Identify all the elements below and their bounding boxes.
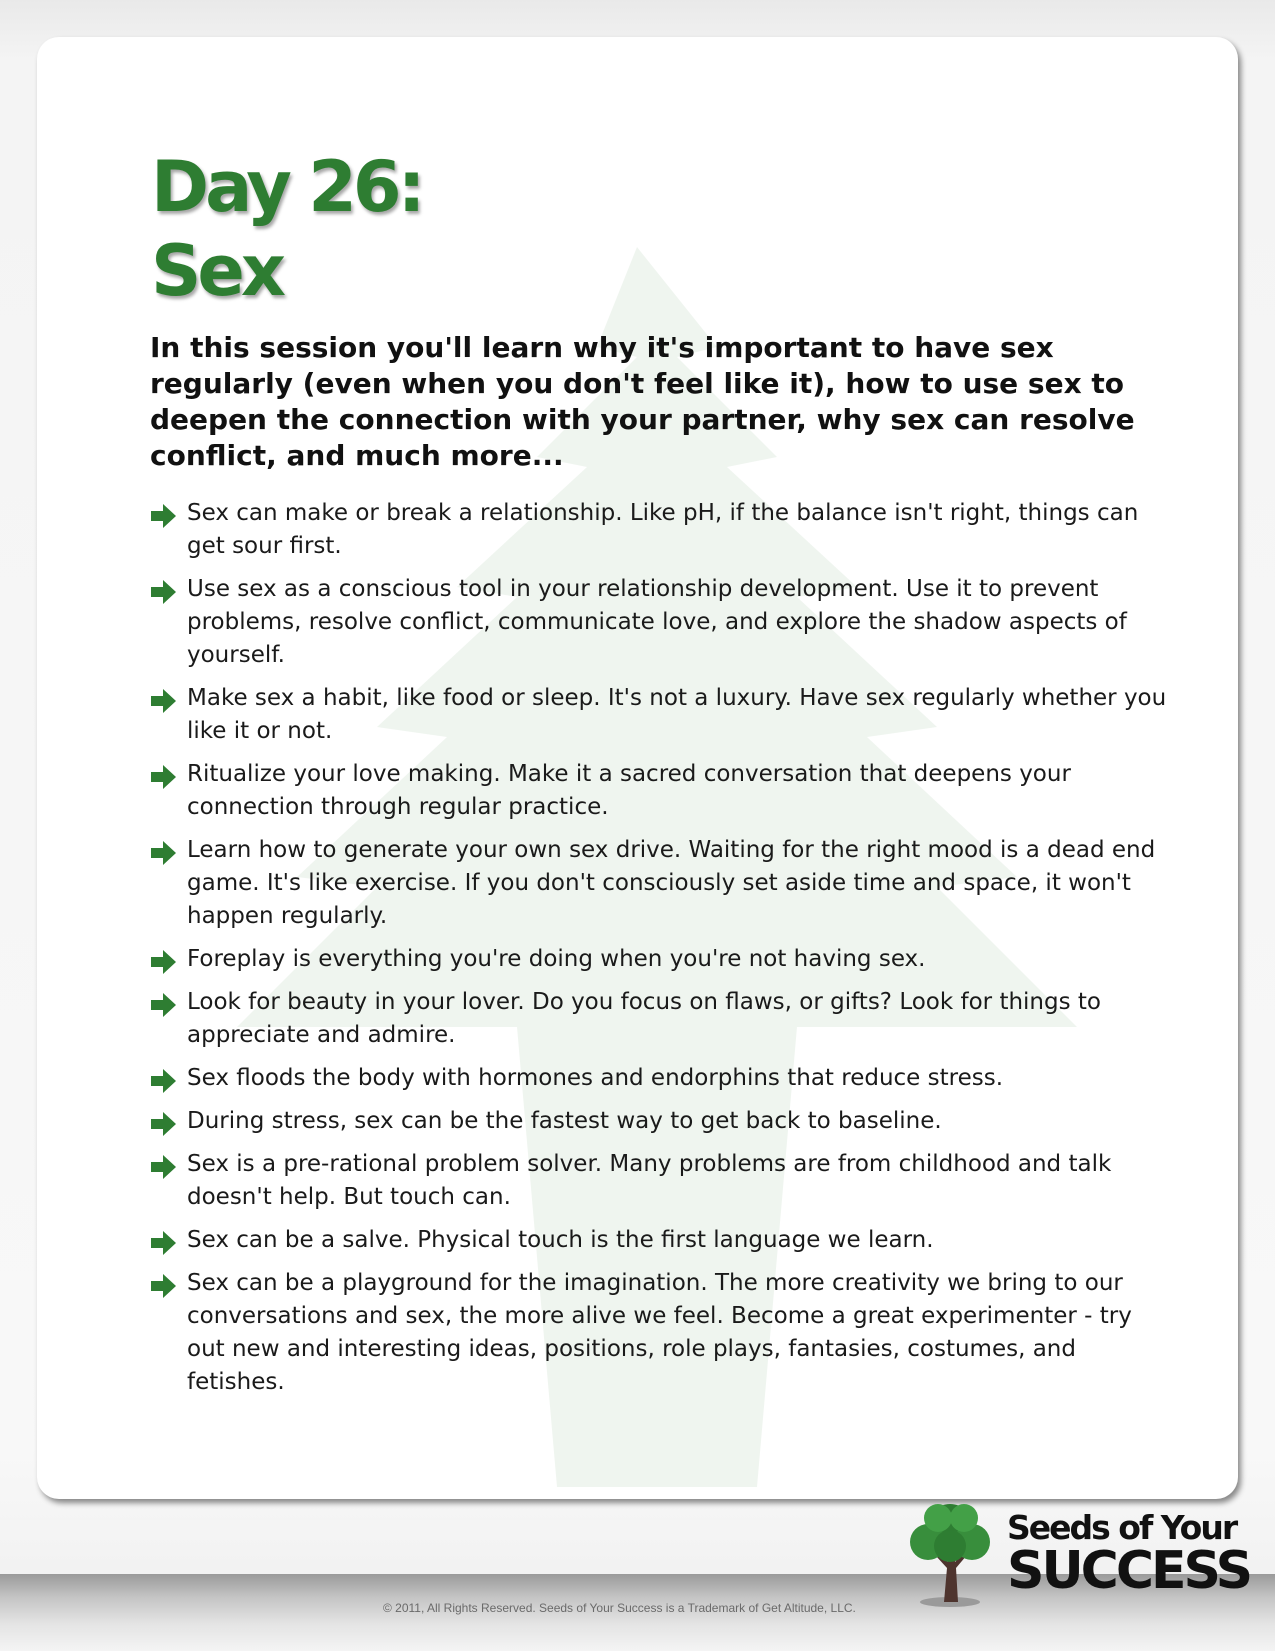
list-item: [149, 758, 1169, 824]
list-item: [149, 834, 1169, 933]
list-item-text: Make sex a habit, like food or sleep. It's not a luxury. Have sex regularly whether you like it or not.: [187, 685, 1167, 744]
list-item-text: Sex can make or break a relationship. Like pH, if the balance isn't right, things can get sour first.: [187, 500, 1139, 559]
list-item-text: During stress, sex can be the fastest way to get back to baseline.: [187, 1108, 942, 1134]
list-item-text: Sex floods the body with hormones and endorphins that reduce stress.: [187, 1065, 1004, 1091]
arrow-right-icon: [149, 764, 177, 790]
list-item: [149, 497, 1169, 563]
list-item-text: Learn how to generate your own sex drive. Waiting for the right mood is a dead end game. It's like exercise. If you don't consciously set aside time and space, it won't happen regularly.: [187, 837, 1156, 929]
arrow-right-icon: [149, 579, 177, 605]
list-item: [149, 943, 1169, 976]
logo-text-bottom: SUCCESS: [1007, 1541, 1251, 1601]
arrow-right-icon: [149, 949, 177, 975]
logo-text-top: Seeds of Your: [1007, 1508, 1237, 1547]
list-item: [149, 1105, 1169, 1138]
page-title: [151, 145, 422, 313]
list-item-text: Sex is a pre-rational problem solver. Many problems are from childhood and talk doesn't help. But touch can.: [187, 1151, 1112, 1210]
arrow-right-icon: [149, 1068, 177, 1094]
arrow-right-icon: [149, 503, 177, 529]
key-points-list: [149, 497, 1169, 1409]
list-item-text: Foreplay is everything you're doing when you're not having sex.: [187, 946, 926, 972]
content-card: [37, 37, 1238, 1499]
arrow-right-icon: [149, 840, 177, 866]
tree-icon: [900, 1498, 1000, 1610]
arrow-right-icon: [149, 992, 177, 1018]
list-item: [149, 1148, 1169, 1214]
list-item-text: Ritualize your love making. Make it a sacred conversation that deepens your connection through regular practice.: [187, 761, 1071, 820]
list-item: [149, 1224, 1169, 1257]
brand-logo: [900, 1498, 1251, 1610]
list-item-text: Sex can be a salve. Physical touch is the first language we learn.: [187, 1227, 934, 1253]
arrow-right-icon: [149, 688, 177, 714]
title-day: Day 26:: [151, 146, 422, 228]
arrow-right-icon: [149, 1273, 177, 1299]
list-item-text: Look for beauty in your lover. Do you focus on flaws, or gifts? Look for things to appreciate and admire.: [187, 989, 1101, 1048]
list-item: [149, 682, 1169, 748]
arrow-right-icon: [149, 1111, 177, 1137]
arrow-right-icon: [149, 1230, 177, 1256]
list-item: [149, 1267, 1169, 1399]
arrow-right-icon: [149, 1154, 177, 1180]
list-item-text: Use sex as a conscious tool in your relationship development. Use it to prevent problems, resolve conflict, communicate love, and explore the shadow aspects of yourself.: [187, 576, 1127, 668]
session-intro: In this session you'll learn why it's important to have sex regularly (even when you don't feel like it), how to use sex to deepen the connection with your partner, why sex can resolve conflict, and much more...: [150, 331, 1135, 472]
list-item: [149, 986, 1169, 1052]
list-item-text: Sex can be a playground for the imagination. The more creativity we bring to our conversations and sex, the more alive we feel. Become a great experimenter - try out new and interesting ideas, positions, role plays, fantasies, costumes, and fetishes.: [187, 1270, 1132, 1395]
list-item: [149, 1062, 1169, 1095]
copyright-notice: © 2011, All Rights Reserved. Seeds of Your Success is a Trademark of Get Altitude, LLC.: [383, 1601, 856, 1615]
title-topic: Sex: [151, 230, 283, 312]
list-item: [149, 573, 1169, 672]
